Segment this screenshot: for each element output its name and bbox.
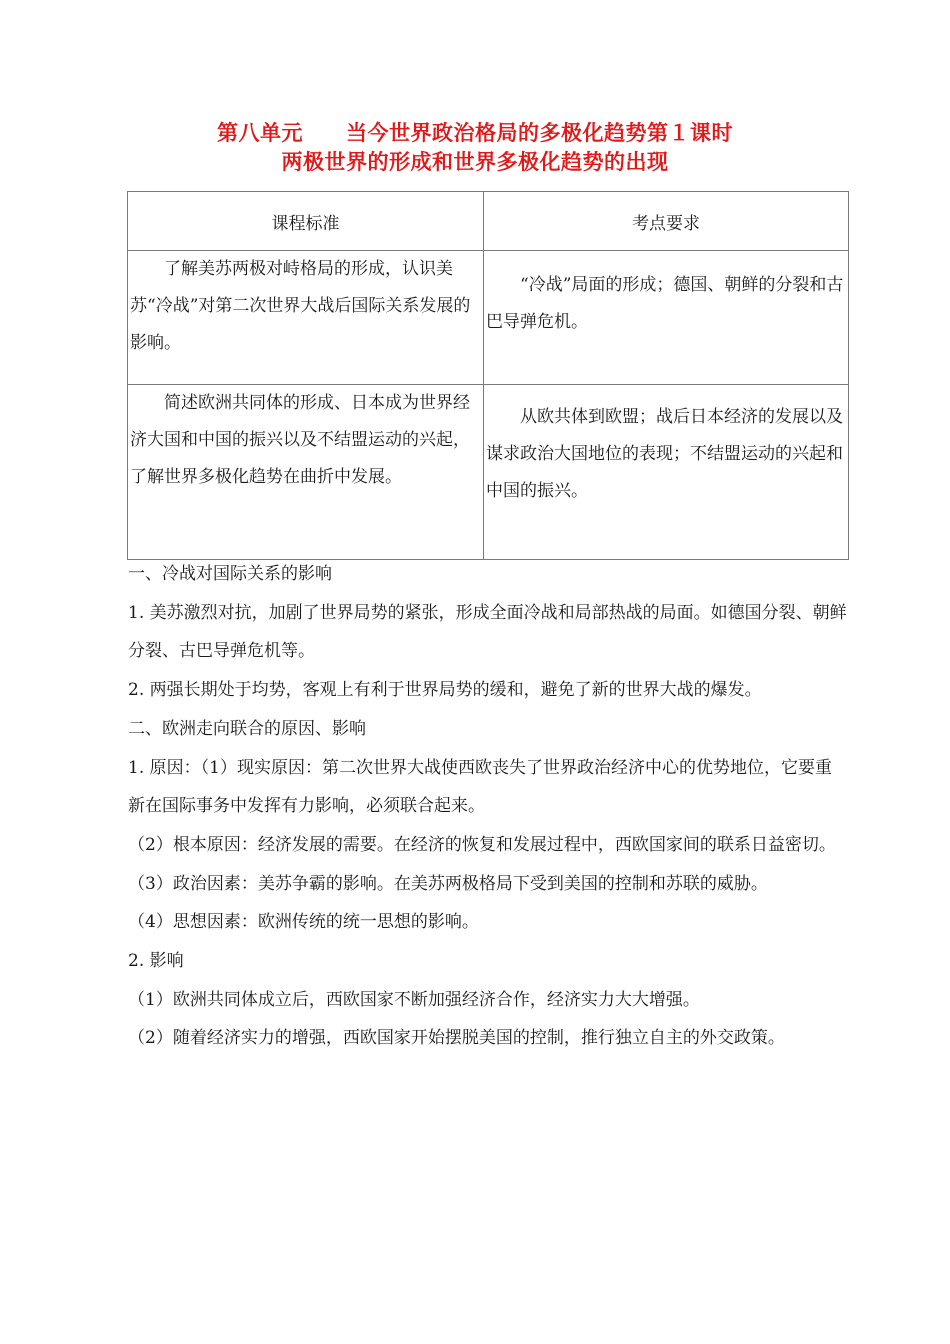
paragraph: 2. 影响 bbox=[128, 951, 184, 972]
table-row bbox=[128, 385, 849, 560]
table-cell-standard bbox=[128, 251, 484, 385]
section-heading: 二、欧洲走向联合的原因、影响 bbox=[128, 718, 366, 739]
table-header-requirement: 考点要求 bbox=[484, 192, 849, 251]
document-title-line1: 第八单元 当今世界政治格局的多极化趋势第１课时 bbox=[217, 121, 733, 145]
section-heading: 一、冷战对国际关系的影响 bbox=[128, 564, 332, 584]
paragraph: （2）随着经济实力的增强，西欧国家开始摆脱美国的控制，推行独立自主的外交政策。 bbox=[128, 1028, 785, 1049]
standard-text: 简述欧洲共同体的形成、日本成为世界经济大国和中国的振兴以及不结盟运动的兴起，了解世界多极化趋势在曲折中发展。 bbox=[130, 393, 470, 487]
table-row bbox=[128, 251, 849, 385]
table-header-standard: 课程标准 bbox=[128, 192, 484, 251]
curriculum-table bbox=[127, 191, 849, 560]
paragraph: 1. 美苏激烈对抗，加剧了世界局势的紧张，形成全面冷战和局部热战的局面。如德国分裂、朝鲜分裂、古巴导弹危机等。 bbox=[128, 602, 847, 662]
requirement-text: 从欧共体到欧盟；战后日本经济的发展以及谋求政治大国地位的表现；不结盟运动的兴起和中国的振兴。 bbox=[486, 407, 843, 501]
table-cell-requirement bbox=[484, 251, 849, 385]
table-cell-requirement bbox=[484, 385, 849, 560]
table-header-row bbox=[128, 192, 849, 251]
requirement-text: “冷战”局面的形成；德国、朝鲜的分裂和古巴导弹危机。 bbox=[486, 275, 844, 332]
standard-text: 了解美苏两极对峙格局的形成，认识美苏“冷战”对第二次世界大战后国际关系发展的影响。 bbox=[130, 259, 471, 353]
paragraph: （1）欧洲共同体成立后，西欧国家不断加强经济合作，经济实力大大增强。 bbox=[128, 989, 700, 1010]
table-cell-standard bbox=[128, 385, 484, 560]
paragraph: （4）思想因素：欧洲传统的统一思想的影响。 bbox=[128, 912, 479, 933]
paragraph: 1. 原因：（1）现实原因：第二次世界大战使西欧丧失了世界政治经济中心的优势地位，它要重新在国际事务中发挥有力影响，必须联合起来。 bbox=[128, 757, 832, 817]
paragraph: 2. 两强长期处于均势，客观上有利于世界局势的缓和，避免了新的世界大战的爆发。 bbox=[128, 680, 762, 701]
paragraph: （3）政治因素：美苏争霸的影响。在美苏两极格局下受到美国的控制和苏联的威胁。 bbox=[128, 873, 768, 894]
document-body bbox=[128, 555, 848, 1058]
document-title-line2: 两极世界的形成和世界多极化趋势的出现 bbox=[281, 150, 669, 174]
paragraph: （2）根本原因：经济发展的需要。在经济的恢复和发展过程中，西欧国家间的联系日益密切。 bbox=[128, 834, 836, 855]
